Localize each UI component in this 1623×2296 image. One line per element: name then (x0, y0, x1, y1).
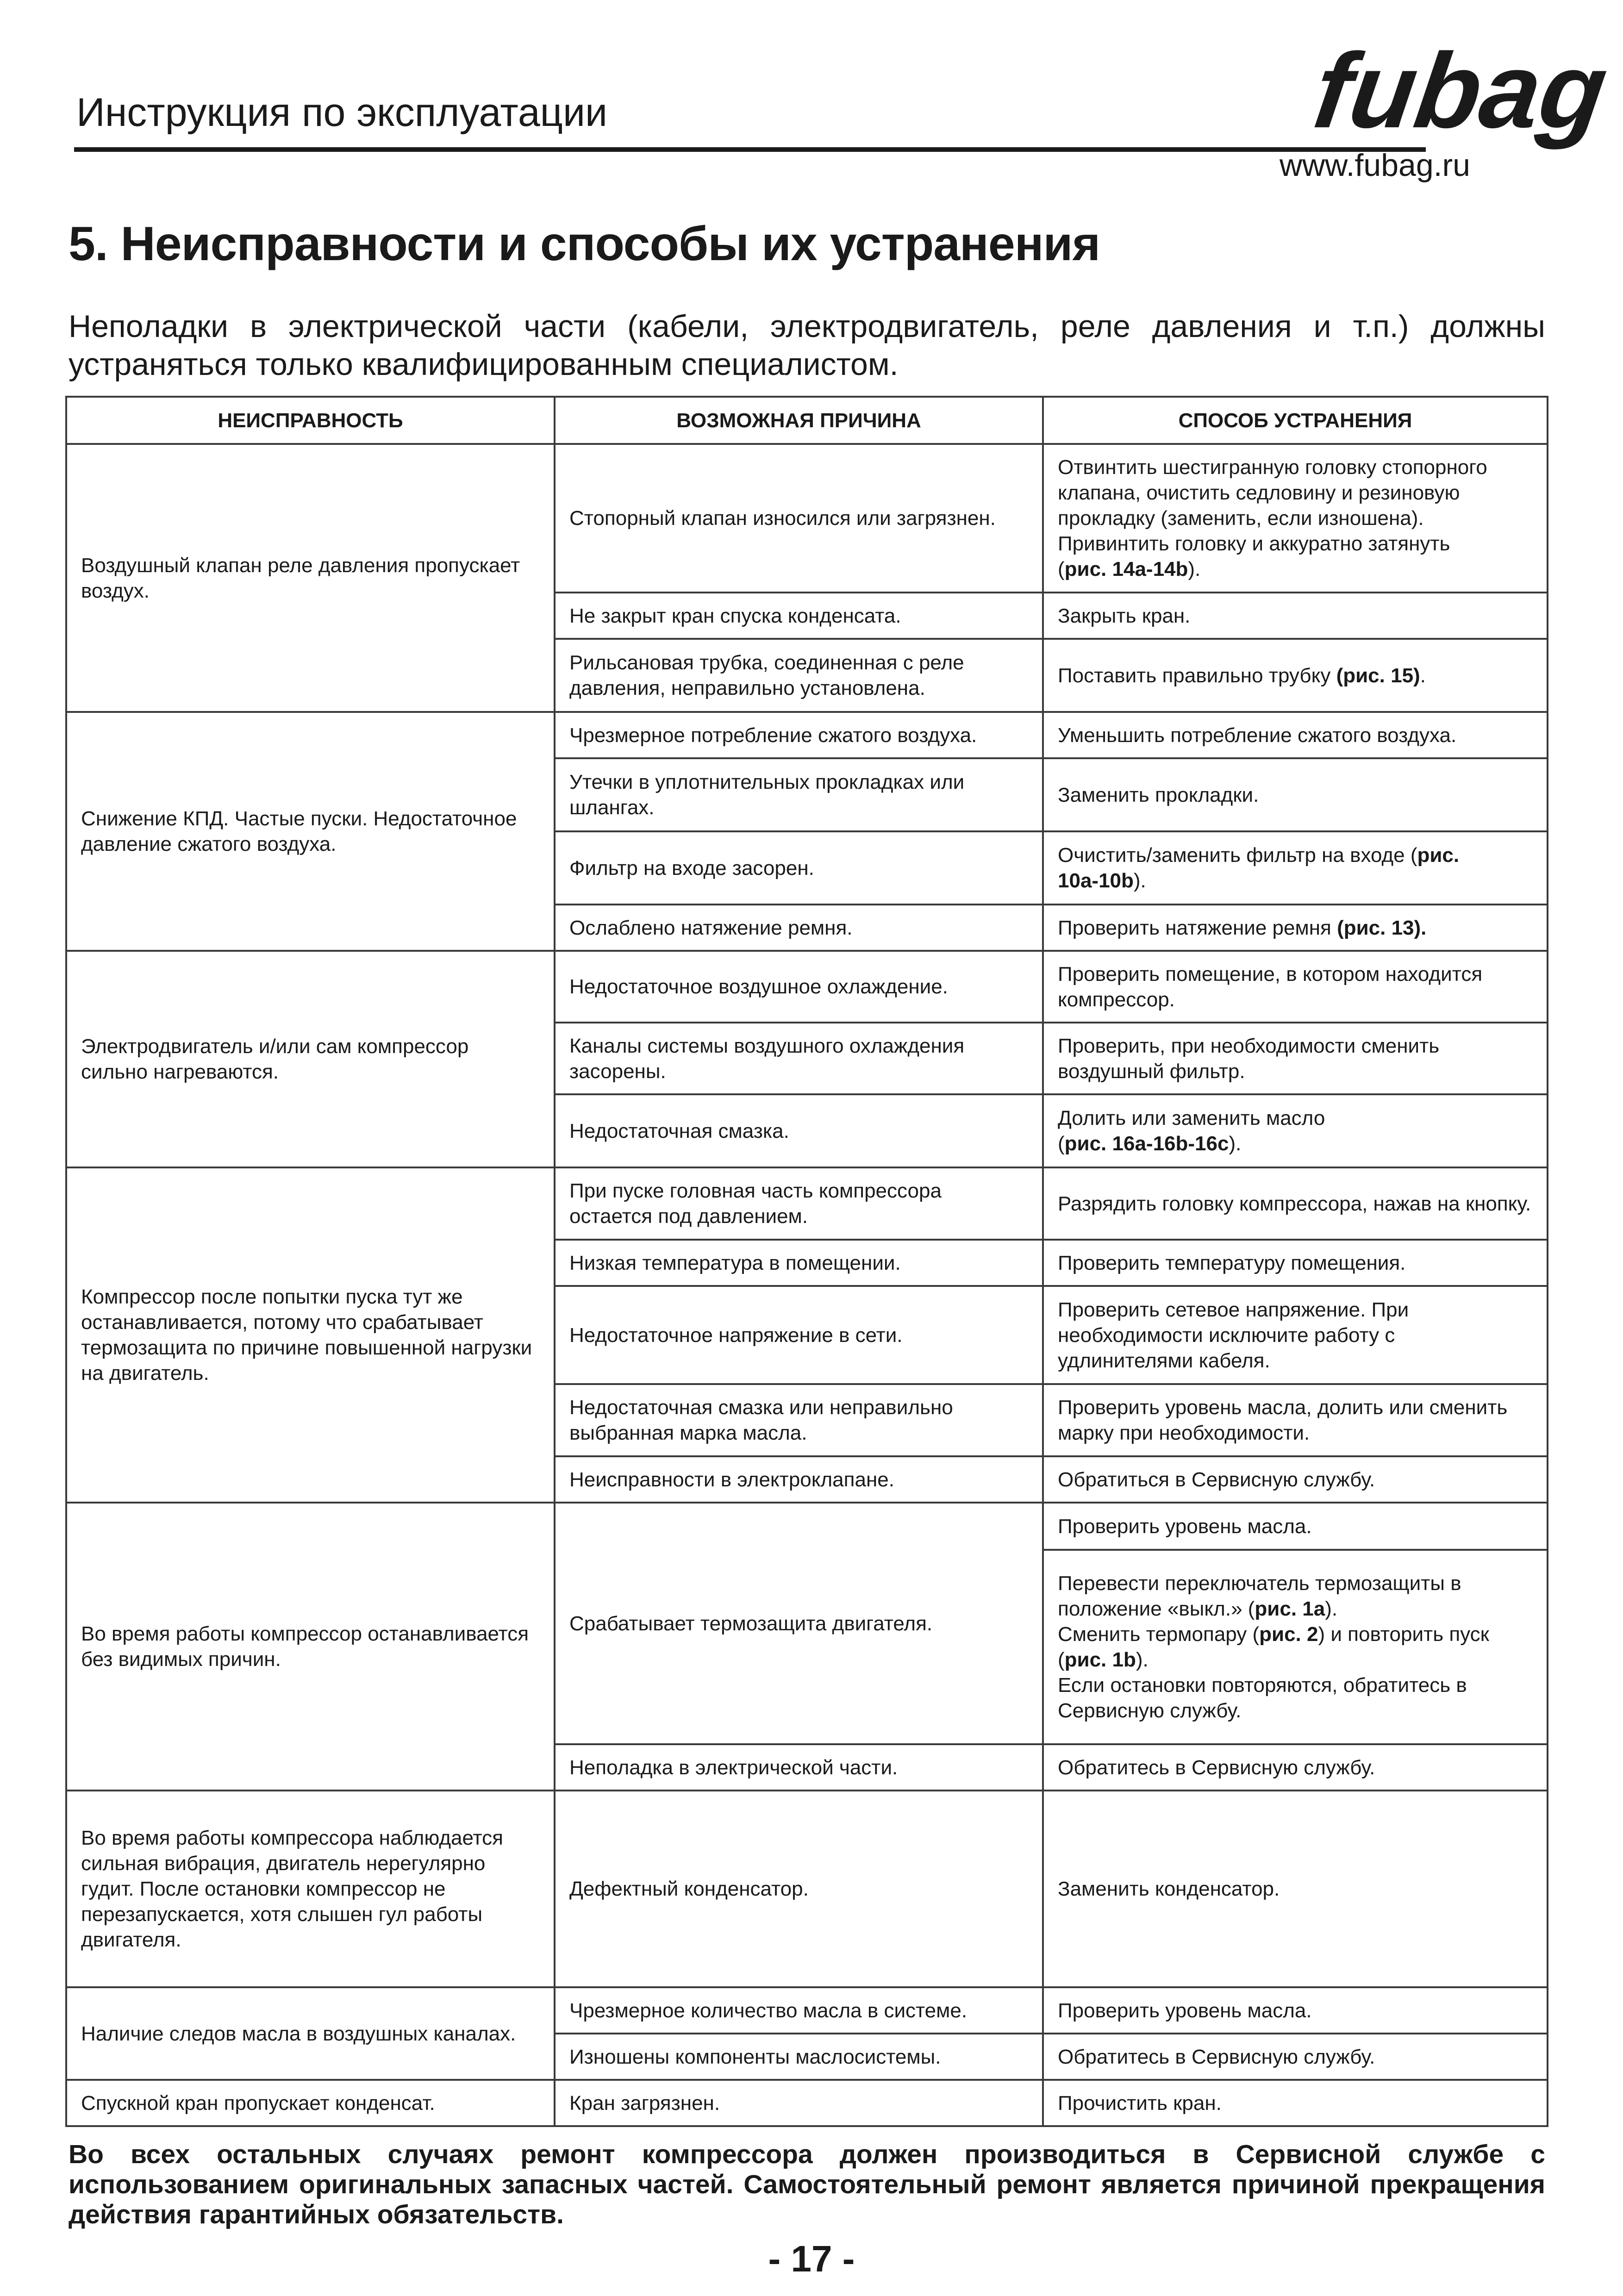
remedy-cell: Прочистить кран. (1043, 2080, 1548, 2126)
remedy-text: ). (1188, 558, 1201, 580)
remedy-text: Долить или заменить масло (1058, 1107, 1325, 1129)
table-row (66, 2080, 1548, 2126)
remedy-text: ) и повторить пуск ( (1058, 1623, 1489, 1671)
remedy-cell: Проверить температуру помещения. (1043, 1240, 1548, 1286)
header-remedy: СПОСОБ УСТРАНЕНИЯ (1043, 397, 1548, 444)
page-number: - 17 - (768, 2238, 855, 2279)
figure-reference: рис. 1b (1064, 1648, 1136, 1671)
remedy-text: Если остановки повторяются, обратитесь в Сервисную службу. (1058, 1674, 1467, 1722)
table-row (66, 712, 1548, 758)
remedy-cell (1043, 905, 1548, 951)
cause-cell: Недостаточное напряжение в сети. (555, 1286, 1043, 1384)
table-row (66, 1791, 1548, 1987)
remedy-text: ( (1058, 558, 1065, 580)
table-row (66, 1987, 1548, 2034)
figure-reference: (рис. 13). (1337, 916, 1427, 939)
remedy-cell (1043, 1550, 1548, 1744)
cause-cell: Ослаблено натяжение ремня. (555, 905, 1043, 951)
logo-wordmark: fubag (1307, 31, 1614, 150)
warranty-note: Во всех остальных случаях ремонт компрессора должен производиться в Сервисной службе с использованием оригинальных запасных частей. Самостоятельный ремонт является причиной прекращения действия гарантийных обязательств. (69, 2140, 1545, 2229)
remedy-cell: Заменить конденсатор. (1043, 1791, 1548, 1987)
remedy-text: ). (1133, 869, 1146, 892)
header-divider (74, 147, 1426, 152)
figure-reference: рис. 1а (1255, 1597, 1325, 1620)
remedy-text: ). (1229, 1132, 1242, 1155)
figure-reference: рис. 16а-16b-16c (1064, 1132, 1229, 1155)
cause-cell: Низкая температура в помещении. (555, 1240, 1043, 1286)
troubleshooting-table (65, 396, 1548, 2127)
cause-cell: Чрезмерное потребление сжатого воздуха. (555, 712, 1043, 758)
fault-cell: Во время работы компрессора наблюдается сильная вибрация, двигатель нерегулярно гудит. После остановки компрессор не перезапускается, хотя слышен гул работы двигателя. (66, 1791, 555, 1987)
cause-cell: Рильсановая трубка, соединенная с реле давления, неправильно установлена. (555, 639, 1043, 712)
remedy-text: ). (1136, 1648, 1149, 1671)
remedy-cell: Проверить уровень масла. (1043, 1987, 1548, 2034)
remedy-text: . (1420, 664, 1426, 687)
cause-cell: Недостаточное воздушное охлаждение. (555, 951, 1043, 1023)
cause-cell: При пуске головная часть компрессора остается под давлением. (555, 1167, 1043, 1240)
website-url: www.fubag.ru (1280, 148, 1470, 183)
cause-cell: Стопорный клапан износился или загрязнен. (555, 444, 1043, 593)
remedy-cell: Заменить прокладки. (1043, 758, 1548, 831)
fubag-logo (1307, 31, 1614, 157)
remedy-cell: Обратиться в Сервисную службу. (1043, 1456, 1548, 1503)
cause-cell: Утечки в уплотнительных прокладках или шлангах. (555, 758, 1043, 831)
remedy-cell: Обратитесь в Сервисную службу. (1043, 1744, 1548, 1791)
remedy-text: Перевести переключатель термозащиты в положение «выкл.» ( (1058, 1572, 1461, 1620)
figure-reference: рис. 10а-10b (1058, 844, 1460, 892)
cause-cell: Неполадка в электрической части. (555, 1744, 1043, 1791)
remedy-cell: Уменьшить потребление сжатого воздуха. (1043, 712, 1548, 758)
figure-reference: (рис. 15) (1336, 664, 1420, 687)
table-row (66, 951, 1548, 1023)
fault-cell: Электродвигатель и/или сам компрессор сильно нагреваются. (66, 951, 555, 1167)
fault-cell: Во время работы компрессор останавливается без видимых причин. (66, 1503, 555, 1791)
intro-paragraph: Неполадки в электрической части (кабели, электродвигатель, реле давления и т.п.) должны устраняться только квалифицированным специалистом. (69, 309, 1545, 382)
figure-reference: рис. 14а-14b (1064, 558, 1188, 580)
remedy-cell: Проверить уровень масла. (1043, 1503, 1548, 1550)
remedy-cell (1043, 444, 1548, 593)
fault-cell: Воздушный клапан реле давления пропускает воздух. (66, 444, 555, 712)
cause-cell: Недостаточная смазка. (555, 1094, 1043, 1167)
cause-cell: Кран загрязнен. (555, 2080, 1043, 2126)
remedy-cell: Проверить сетевое напряжение. При необходимости исключите работу с удлинителями кабеля. (1043, 1286, 1548, 1384)
cause-cell: Недостаточная смазка или неправильно выбранная марка масла. (555, 1384, 1043, 1456)
remedy-cell: Обратитесь в Сервисную службу. (1043, 2034, 1548, 2080)
remedy-text: Поставить правильно трубку (1058, 664, 1331, 687)
table-row (66, 444, 1548, 593)
cause-cell: Не закрыт кран спуска конденсата. (555, 593, 1043, 639)
remedy-cell (1043, 831, 1548, 905)
remedy-text: Отвинтить шестигранную головку стопорного клапана, очистить седловину и резиновую прокладку (заменить, если изношена). Привинтить головку и аккуратно затянуть (1058, 456, 1487, 555)
cause-cell: Каналы системы воздушного охлаждения засорены. (555, 1023, 1043, 1094)
table-row (66, 1503, 1548, 1550)
remedy-cell (1043, 1094, 1548, 1167)
remedy-cell: Разрядить головку компрессора, нажав на кнопку. (1043, 1167, 1548, 1240)
remedy-text: Очистить/заменить фильтр на входе ( (1058, 844, 1417, 867)
table-row (66, 1167, 1548, 1240)
figure-reference: рис. 2 (1259, 1623, 1318, 1646)
fault-cell: Компрессор после попытки пуска тут же останавливается, потому что срабатывает термозащита по причине повышенной нагрузки на двигатель. (66, 1167, 555, 1503)
table-header-row (66, 397, 1548, 444)
cause-cell: Дефектный конденсатор. (555, 1791, 1043, 1987)
fault-cell: Снижение КПД. Частые пуски. Недостаточное давление сжатого воздуха. (66, 712, 555, 951)
cause-cell: Срабатывает термозащита двигателя. (555, 1503, 1043, 1744)
cause-cell: Фильтр на входе засорен. (555, 831, 1043, 905)
cause-cell: Чрезмерное количество масла в системе. (555, 1987, 1043, 2034)
document-title: Инструкция по эксплуатации (76, 90, 608, 135)
remedy-text: Проверить натяжение ремня (1058, 916, 1331, 939)
cause-cell: Неисправности в электроклапане. (555, 1456, 1043, 1503)
remedy-cell (1043, 639, 1548, 712)
remedy-cell: Проверить, при необходимости сменить воздушный фильтр. (1043, 1023, 1548, 1094)
header-fault: НЕИСПРАВНОСТЬ (66, 397, 555, 444)
section-title: 5. Неисправности и способы их устранения (69, 217, 1100, 271)
remedy-cell: Проверить помещение, в котором находится компрессор. (1043, 951, 1548, 1023)
remedy-cell: Проверить уровень масла, долить или сменить марку при необходимости. (1043, 1384, 1548, 1456)
cause-cell: Изношены компоненты маслосистемы. (555, 2034, 1043, 2080)
remedy-text: Сменить термопару ( (1058, 1623, 1260, 1646)
fault-cell: Спускной кран пропускает конденсат. (66, 2080, 555, 2126)
header-cause: ВОЗМОЖНАЯ ПРИЧИНА (555, 397, 1043, 444)
remedy-text: ( (1058, 1132, 1065, 1155)
remedy-text: ). (1325, 1597, 1338, 1620)
remedy-cell: Закрыть кран. (1043, 593, 1548, 639)
fault-cell: Наличие следов масла в воздушных каналах. (66, 1987, 555, 2080)
